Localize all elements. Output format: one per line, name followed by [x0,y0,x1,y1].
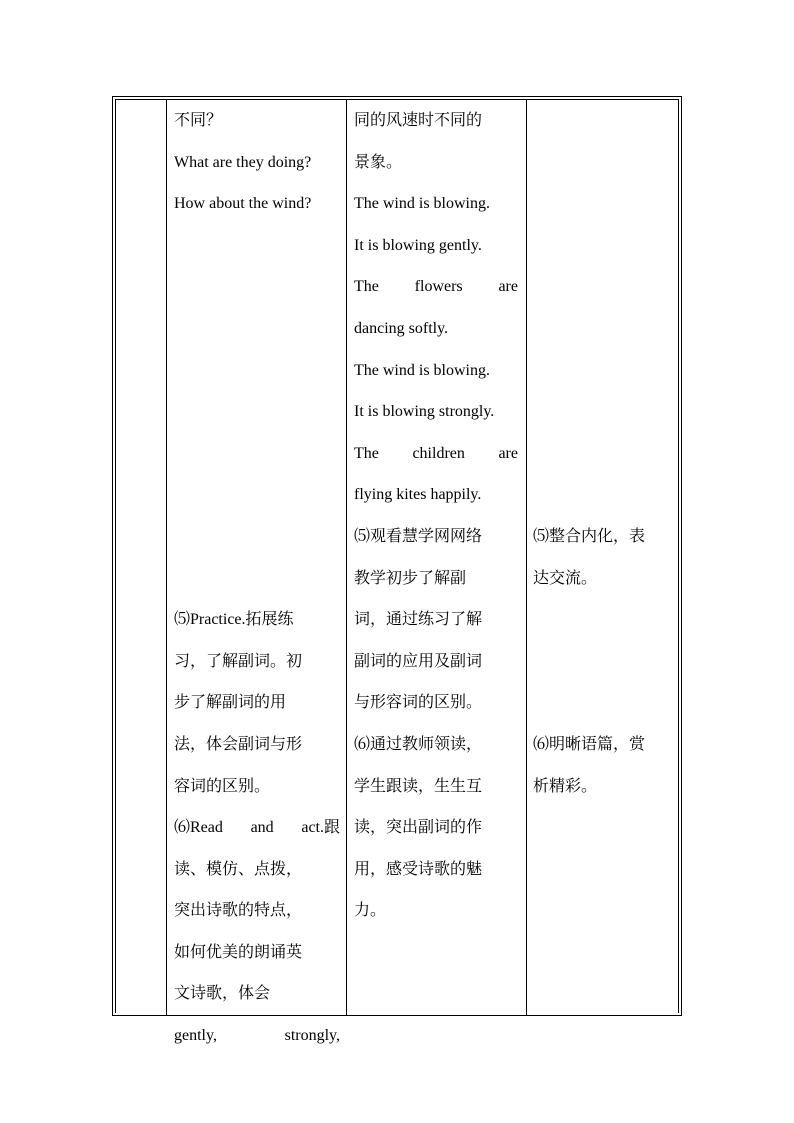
word: act.跟 [301,819,340,837]
text-line: flying kites happily. [354,486,482,504]
text-line: It is blowing strongly. [354,403,495,421]
text-line: The wind is blowing. [354,361,490,379]
word: children [412,444,465,462]
text-line: 习，了解副词。初 [174,652,303,670]
word: The [354,444,379,462]
text-line: 教学初步了解副 [354,569,467,587]
text-line: 同的风速时不同的 [354,112,483,129]
word: ⑹Read [174,819,223,837]
justified-line [174,807,340,849]
text-line: 析精彩。 [533,777,598,795]
text-line: 用，感受诗歌的魅 [354,860,483,878]
column-divider-3 [526,99,527,1016]
text-line: 读、模仿、点拨， [174,860,303,878]
text-line: 词，通过练习了解 [354,611,483,629]
text-line: 达交流。 [533,569,598,587]
text-line: 如何优美的朗诵英 [174,943,303,961]
word: gently, [174,1027,217,1045]
text-line: ⑹通过教师领读， [354,735,483,753]
text-line: 不同？ [174,112,223,129]
justified-line [174,1015,340,1057]
text-line: 步了解副词的用 [174,694,287,712]
text-line: 读，突出副词的作 [354,819,483,837]
text-line: 学生跟读，生生互 [354,777,483,795]
text-line: It is blowing gently. [354,236,482,254]
word: are [498,444,518,462]
design-intent-column [533,100,673,807]
text-line: ⑸Practice.拓展练 [174,611,294,629]
text-line: 容词的区别。 [174,777,271,795]
justified-line [354,266,518,308]
text-line: dancing softly. [354,319,449,337]
first-cell-bottom-rule [112,1015,166,1016]
column-divider-1 [166,99,167,1016]
text-line: 法，体会副词与形 [174,735,303,753]
word: flowers [414,278,463,296]
text-line: 与形容词的区别。 [354,694,483,712]
text-line: How about the wind? [174,195,312,213]
teacher-activity-column [174,100,340,1057]
text-line: 景象。 [354,153,403,171]
text-line: 突出诗歌的特点， [174,902,303,920]
word: are [498,278,518,296]
word: The [354,278,379,296]
justified-line [354,433,518,475]
column-divider-2 [346,99,347,1016]
word: strongly, [284,1027,340,1045]
text-line: ⑹明晰语篇，赏 [533,735,646,753]
text-line: 副词的应用及副词 [354,652,483,670]
word: and [250,819,274,837]
student-activity-column [354,100,518,932]
text-line: 文诗歌，体会 [174,985,271,1003]
text-line: ⑸观看慧学网网络 [354,527,483,545]
text-line: 力。 [354,902,387,920]
text-line: The wind is blowing. [354,195,490,213]
text-line: ⑸整合内化，表 [533,527,646,545]
text-line: What are they doing? [174,153,312,171]
